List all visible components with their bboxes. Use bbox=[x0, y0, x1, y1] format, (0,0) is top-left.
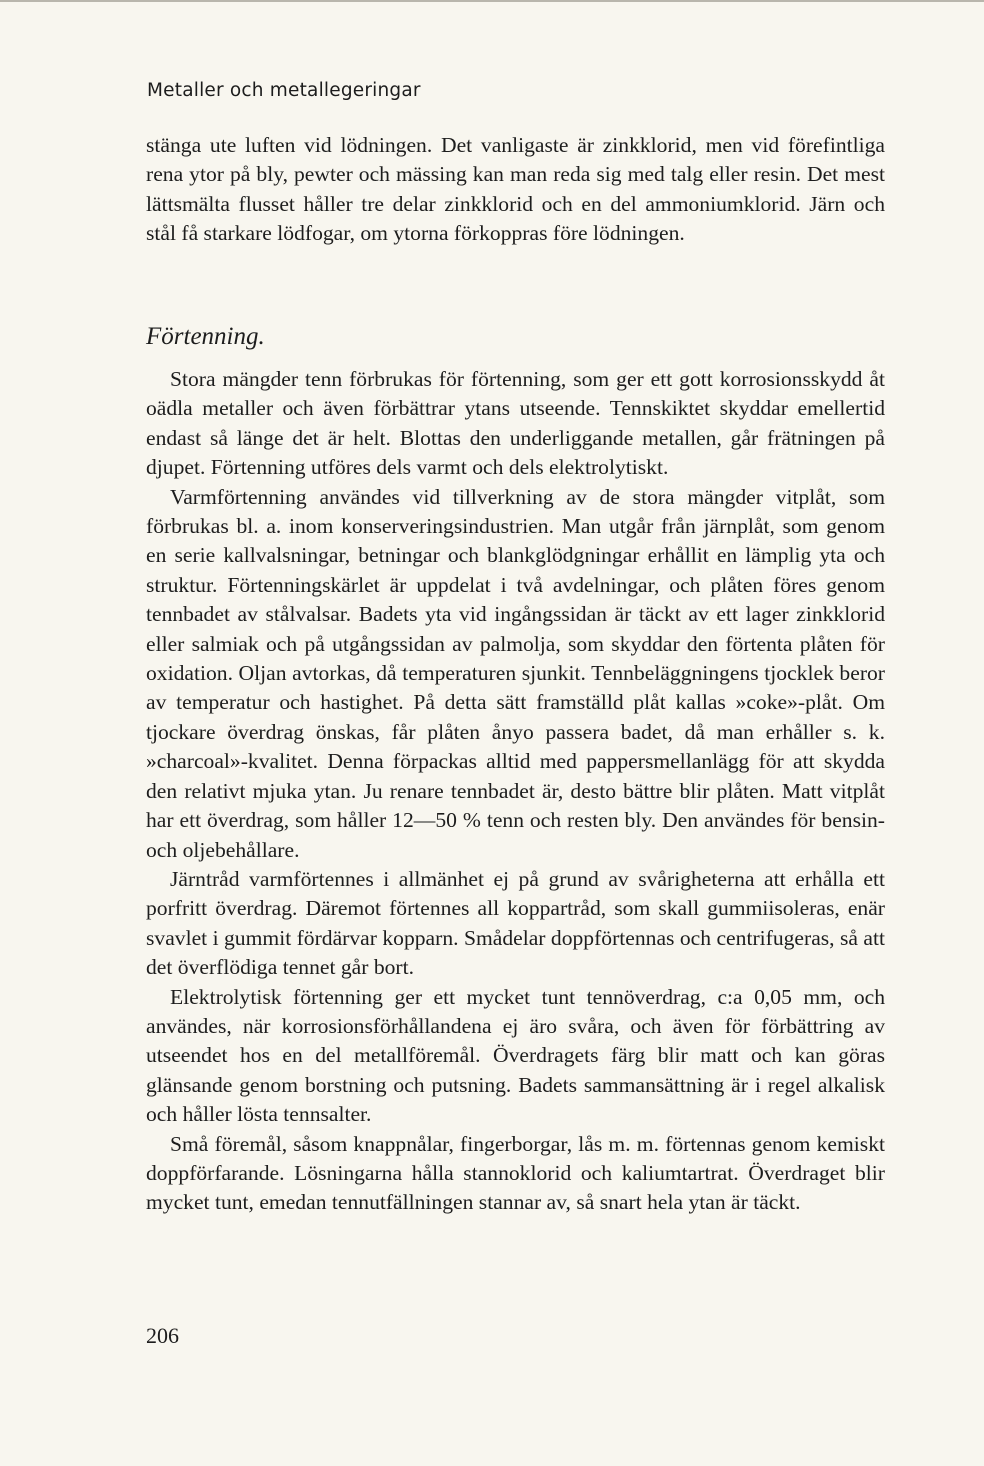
paragraph: Järntråd varmförtennes i allmänhet ej på grund av svårigheterna att erhålla ett porfritt överdrag. Däremot förtennes all koppartråd, som skall gummiisoleras, enär svavlet i gummit fördärvar kopparn. Smådelar doppförtennas och centrifugeras, så att det överflödiga tennet går bort. bbox=[146, 866, 885, 980]
running-head: Metaller och metallegeringar bbox=[147, 80, 421, 101]
paragraph: Stora mängder tenn förbrukas för förtenning, som ger ett gott korrosionsskydd åt oädla metaller och även förbättrar ytans utseende. Tennskiktet skyddar emellertid endast så länge det är helt. Blottas den underliggande metallen, går frätningen på djupet. Förtenning utföres dels varmt och dels elektrolytiskt. bbox=[146, 367, 885, 480]
paragraph: Elektrolytisk förtenning ger ett mycket tunt tennöverdrag, c:a 0,05 mm, och användes, när korrosionsförhållandena ej äro svåra, och även för förbättring av utseendet hos en del metallföremål. Överdragets färg blir matt och kan göras glänsande genom borstning och putsning. Badets sammansättning är i regel alkalisk och håller lösta tennsalter. bbox=[146, 984, 885, 1127]
top-edge-line bbox=[0, 0, 984, 2]
paragraph: Varmförtenning användes vid tillverkning av de stora mängder vitplåt, som förbrukas bl. a. inom konserveringsindustrien. Man utgår från järnplåt, som genom en serie kallvalsningar, betningar och blankglödgningar erhållit en lämplig yta och struktur. Förtenningskärlet är uppdelat i två avdelningar, och plåten föres genom tennbadet av stålvalsar. Badets yta vid ingångssidan är täckt av ett lager zinkklorid eller salmiak och på utgångssidan av palmolja, som skyddar den förtenta plåten för oxidation. Oljan avtorkas, då temperaturen sjunkit. Tennbeläggningens tjocklek beror av temperatur och hastighet. På detta sätt framställd plåt kallas »coke»-plåt. Om tjockare överdrag önskas, får plåten ånyo passera badet, då man erhåller s. k. »charcoal»-kvalitet. Denna förpackas alltid med pappersmellanlägg för att skydda den relativt mjuka ytan. Ju renare tennbadet är, desto bättre blir plåten. Matt vitplåt har ett överdrag, som håller 12—50 % tenn och resten bly. Den användes för bensin- och oljebehållare. bbox=[146, 484, 885, 862]
section-body bbox=[146, 365, 885, 1218]
page-number: 206 bbox=[146, 1323, 179, 1348]
section-heading: Förtenning. bbox=[146, 323, 265, 350]
continued-text bbox=[146, 131, 885, 249]
paragraph: stänga ute luften vid lödningen. Det vanligaste är zinkklorid, men vid förefintliga rena ytor på bly, pewter och mässing kan man reda sig med talg eller resin. Det mest lättsmälta flusset håller tre delar zinkklorid och en del ammoniumklorid. Järn och stål få starkare lödfogar, om ytorna förkoppras före lödningen. bbox=[146, 133, 885, 246]
paragraph: Små föremål, såsom knappnålar, fingerborgar, lås m. m. förtennas genom kemiskt doppförfarande. Lösningarna hålla stannoklorid och kaliumtartrat. Överdraget blir mycket tunt, emedan tennutfällningen stannar av, så snart hela ytan är täckt. bbox=[146, 1131, 885, 1215]
